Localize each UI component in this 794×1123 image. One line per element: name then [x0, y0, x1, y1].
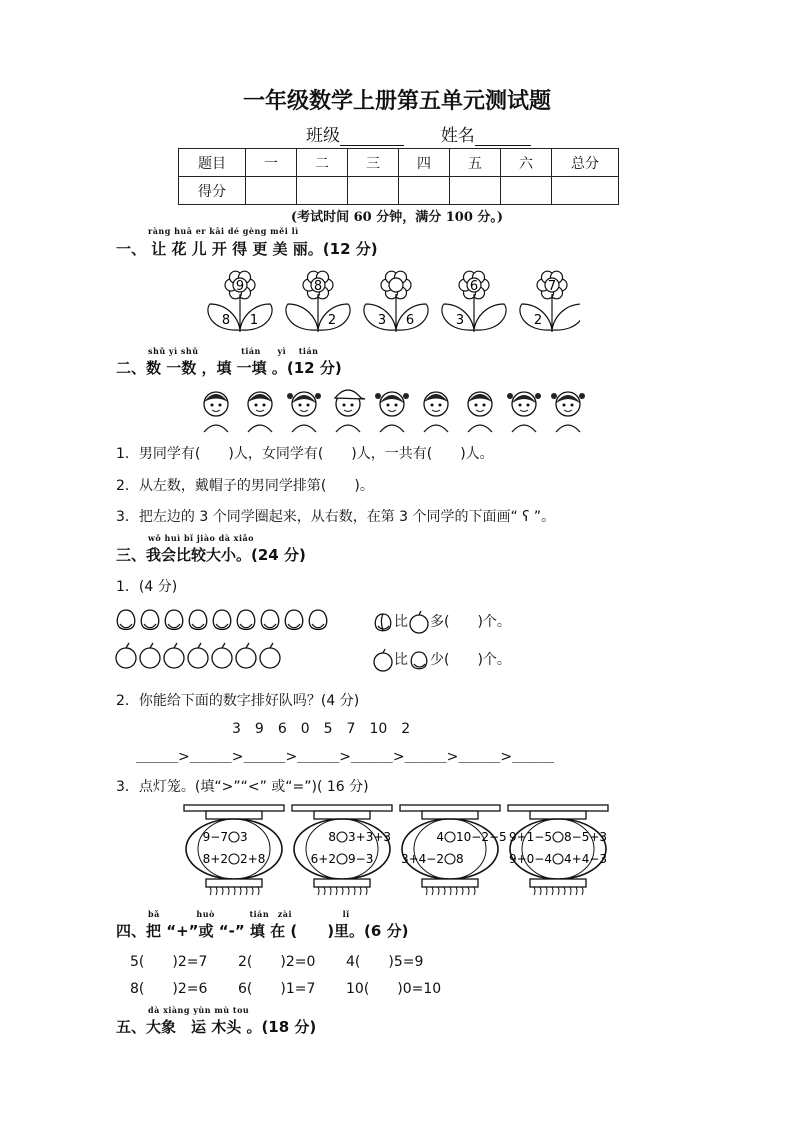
peach-outline [213, 610, 230, 630]
peach-icon [285, 610, 302, 630]
s5-title: 五、大象 运 木头 。(18 分) [116, 1018, 317, 1036]
eye [387, 404, 390, 407]
fruit-rows [114, 606, 344, 672]
class-label: 班级 [306, 126, 340, 146]
lantern-right-expr: 10−2−5 [456, 830, 507, 844]
compare-circle [229, 854, 239, 864]
eye [211, 404, 214, 407]
apple-icon [372, 648, 394, 672]
apple-icon [164, 643, 184, 668]
lantern-pole [184, 805, 284, 811]
apple-stem [246, 643, 249, 648]
tassel [240, 887, 241, 895]
tassel [348, 887, 349, 895]
flower-center [389, 278, 403, 292]
s1-pinyin: ràng huā er kāi dé gèng měi lì [148, 226, 299, 236]
flower [286, 271, 350, 332]
hair-bun [579, 393, 585, 399]
score-header-cell: 五 [450, 149, 501, 177]
peach-icon [165, 610, 182, 630]
apple-stem [270, 643, 273, 648]
score-header-cell: 总分 [552, 149, 619, 177]
lantern [292, 805, 392, 895]
lantern-right-expr: 3 [240, 830, 248, 844]
hair-bun [507, 393, 513, 399]
flower [442, 271, 506, 332]
eye [439, 404, 442, 407]
s4-title: 四、把 “+”或 “-” 填 在 ( )里。(6 分) [116, 922, 409, 940]
s4-pinyin [148, 909, 350, 919]
tassel [432, 887, 433, 895]
lantern-right-expr: 4+4−3 [564, 852, 608, 866]
peach-outline [117, 610, 134, 630]
tassel [324, 887, 325, 895]
flower-left-number: 3 [377, 313, 387, 328]
children-figure [196, 382, 596, 434]
eye [343, 404, 346, 407]
lantern-left-expr: 6+2 [310, 852, 336, 866]
tassel [228, 887, 229, 895]
lantern-left-expr: 8+2 [202, 852, 228, 866]
name-label: 姓名 [440, 126, 475, 146]
flower-top-number: 9 [235, 279, 245, 294]
tassel [354, 887, 355, 895]
lantern [508, 805, 608, 895]
eye [519, 404, 522, 407]
apple-outline [212, 648, 232, 668]
peach-outline [285, 610, 302, 630]
compare-circle [553, 854, 563, 864]
child [335, 390, 365, 432]
score-cell[interactable] [399, 177, 450, 205]
eye [395, 404, 398, 407]
compare-word: 比 [394, 614, 408, 630]
flower-left-number: 8 [221, 313, 231, 328]
apple-outline [164, 648, 184, 668]
flower-top-number: 7 [547, 279, 557, 294]
s4-row-1 [130, 951, 423, 971]
tassel [468, 887, 469, 895]
peach-icon [261, 610, 278, 630]
flower [208, 271, 272, 332]
peach-icon [372, 610, 394, 634]
s3-q1: 1．(4 分) [116, 579, 178, 595]
left-leaf [286, 304, 318, 330]
s3-title: 三、我会比较大小。(24 分) [116, 546, 306, 564]
hair-bun [535, 393, 541, 399]
tassel [438, 887, 439, 895]
score-row [179, 177, 619, 205]
child-body [292, 425, 316, 432]
tassel [252, 887, 253, 895]
apple-stem [150, 643, 153, 648]
apple-stem [222, 643, 225, 648]
peach-icon [237, 610, 254, 630]
score-row-label: 得分 [179, 177, 246, 205]
lantern-body [510, 819, 606, 879]
child [375, 392, 409, 432]
tassel [366, 887, 367, 895]
exam-note: (考试时间 60 分钟，满分 100 分。) [290, 210, 504, 225]
s2-pinyin-2: tián [241, 346, 261, 356]
s3-q2: 2．你能给下面的数字排好队吗？(4 分) [116, 693, 360, 709]
child-body [512, 425, 536, 432]
apple-outline [236, 648, 256, 668]
tassel [474, 887, 475, 895]
apple-stem [126, 643, 129, 648]
flower-right-number: 2 [327, 313, 337, 328]
compare-line-2 [372, 648, 511, 672]
eye [483, 404, 486, 407]
eye [219, 404, 222, 407]
lantern [184, 805, 284, 895]
score-cell[interactable] [450, 177, 501, 205]
child [287, 392, 321, 432]
tassel [540, 887, 541, 895]
peach-icon [189, 610, 206, 630]
eye [475, 404, 478, 407]
score-header-cell: 二 [297, 149, 348, 177]
peach-outline [189, 610, 206, 630]
hair-bun [315, 393, 321, 399]
tassel [258, 887, 259, 895]
lantern-bottom [314, 879, 370, 887]
lantern-top [530, 811, 586, 819]
apple-outline [188, 648, 208, 668]
name-field[interactable] [475, 127, 531, 146]
order-blanks[interactable]: ＿＿＿>＿＿＿>＿＿＿>＿＿＿>＿＿＿>＿＿＿>＿＿＿>＿＿＿ [136, 749, 555, 765]
s2-pinyin-4: tián [298, 346, 319, 356]
s4-equation[interactable]: 6( )1=7 [238, 981, 316, 997]
compare-unit: )个。 [477, 614, 511, 630]
compare-circle [445, 854, 455, 864]
tassel [534, 887, 535, 895]
s4-equation[interactable]: 8( )2=6 [130, 981, 208, 997]
eye [255, 404, 258, 407]
apple-icon [408, 610, 430, 634]
lantern-left-expr: 9+0−4 [508, 852, 552, 866]
lantern-body [402, 819, 498, 879]
class-field[interactable] [340, 127, 404, 146]
flower [520, 271, 580, 332]
score-header-row [179, 149, 619, 177]
s4-equation[interactable]: 10( )0=10 [346, 981, 442, 997]
lanterns-figure [180, 803, 616, 903]
s2-title: 二、数 一数 ，填 一填 。(12 分) [116, 359, 342, 377]
apple-icon [116, 643, 136, 668]
s2-q3: 3．把左边的 3 个同学圈起来，从右数，在第 3 个同学的下面画“ ʕ ”。 [116, 509, 556, 525]
score-header-cell: 一 [246, 149, 297, 177]
child-body [424, 425, 448, 432]
lantern-bottom [422, 879, 478, 887]
flower [364, 271, 428, 332]
s5-pinyin: dà xiàng yùn mù tou [148, 1005, 250, 1015]
eye [527, 404, 530, 407]
lantern-right-expr: 8 [456, 852, 464, 866]
lantern-right-expr: 2+8 [240, 852, 266, 866]
eye [263, 404, 266, 407]
score-header-cell: 六 [501, 149, 552, 177]
lantern-left-expr: 9+1−5 [508, 830, 552, 844]
lantern-bottom [530, 879, 586, 887]
lantern-left-expr: 4 [436, 830, 444, 844]
compare-circle [445, 832, 455, 842]
child [507, 392, 541, 432]
eye [431, 404, 434, 407]
s4-equation[interactable]: 2( )2=0 [238, 954, 316, 970]
compare-circle [229, 832, 239, 842]
hair-bun [403, 393, 409, 399]
lantern-right-expr: 9−3 [348, 852, 374, 866]
s4-pinyin-5: lǐ [342, 909, 350, 919]
s2-q1: 1．男同学有( )人，女同学有( )人，一共有( )人。 [116, 446, 494, 462]
lantern-right-expr: 3+3+3 [348, 830, 392, 844]
s2-pinyin [148, 346, 318, 356]
apple-icon [212, 643, 232, 668]
compare-word: 比 [394, 652, 408, 668]
score-table [178, 148, 619, 205]
tassel [342, 887, 343, 895]
s4-pinyin-3: tián [249, 909, 270, 919]
apple-icon [260, 643, 280, 668]
lantern-left-expr: 9−7 [202, 830, 228, 844]
tassel [336, 887, 337, 895]
eye [571, 404, 574, 407]
flower-left-number: 2 [533, 313, 543, 328]
eye [299, 404, 302, 407]
child-body [380, 425, 404, 432]
hair-bun [551, 393, 557, 399]
lantern-right-expr: 8−5+3 [564, 830, 608, 844]
tassel [444, 887, 445, 895]
s4-equation[interactable]: 4( )5=9 [346, 954, 424, 970]
tassel [210, 887, 211, 895]
child [204, 392, 228, 432]
tassel [216, 887, 217, 895]
lantern [400, 805, 507, 895]
child [248, 392, 272, 432]
score-cell[interactable] [297, 177, 348, 205]
child [551, 392, 585, 432]
peach-icon [117, 610, 134, 630]
right-leaf [474, 304, 506, 330]
compare-line-1 [372, 610, 511, 634]
child-body [204, 425, 228, 432]
s2-pinyin-3: yì [277, 346, 287, 356]
hair-bun [287, 393, 293, 399]
score-header-cell: 三 [348, 149, 399, 177]
tassel [330, 887, 331, 895]
tassel [576, 887, 577, 895]
s4-pinyin-4: zài [277, 909, 293, 919]
lantern-pole [508, 805, 608, 811]
peach-icon [408, 648, 430, 672]
tassel [450, 887, 451, 895]
tassel [552, 887, 553, 895]
compare-circle [337, 854, 347, 864]
flower-top-number: 8 [313, 279, 323, 294]
apple-outline [116, 648, 136, 668]
score-cell[interactable] [246, 177, 297, 205]
peach-icon [141, 610, 158, 630]
hair-bun [375, 393, 381, 399]
peach-outline [165, 610, 182, 630]
flower-left-number: 3 [455, 313, 465, 328]
score-header-cell: 题目 [179, 149, 246, 177]
peach-outline [309, 610, 326, 630]
flower-figure [200, 270, 580, 334]
lantern-top [422, 811, 478, 819]
eye [307, 404, 310, 407]
peach-icon [213, 610, 230, 630]
s4-equation[interactable]: 5( )2=7 [130, 954, 208, 970]
child-body [248, 425, 272, 432]
lantern-bottom [206, 879, 262, 887]
score-cell[interactable] [552, 177, 619, 205]
lantern-pole [400, 805, 500, 811]
tassel [318, 887, 319, 895]
eye [351, 404, 354, 407]
child [468, 392, 492, 432]
tassel [234, 887, 235, 895]
child-body [336, 425, 360, 432]
lantern-left-expr: 8 [328, 830, 336, 844]
child-body [468, 425, 492, 432]
compare-circle [553, 832, 563, 842]
peach-icon [309, 610, 326, 630]
s4-pinyin-1: bǎ [148, 909, 160, 919]
lantern-body [186, 819, 282, 879]
compare-less: 少( [430, 652, 450, 668]
tassel [456, 887, 457, 895]
tassel [564, 887, 565, 895]
s2-q2: 2．从左数，戴帽子的男同学排第( )。 [116, 478, 374, 494]
child [424, 392, 448, 432]
eye [563, 404, 566, 407]
lantern-pole [292, 805, 392, 811]
lantern-top [314, 811, 370, 819]
lantern-top [206, 811, 262, 819]
tassel [246, 887, 247, 895]
tassel [462, 887, 463, 895]
score-cell[interactable] [501, 177, 552, 205]
score-header-cell: 四 [399, 149, 450, 177]
tassel [570, 887, 571, 895]
peach-outline [237, 610, 254, 630]
tassel [558, 887, 559, 895]
cap [335, 390, 365, 399]
compare-more: 多( [430, 614, 450, 630]
compare-circle [337, 832, 347, 842]
apple-stem [198, 643, 201, 648]
peach-outline [261, 610, 278, 630]
s2-pinyin-1: shǔ yì shǔ [148, 346, 199, 356]
apple-stem [174, 643, 177, 648]
child-body [556, 425, 580, 432]
number-list: 3 9 6 0 5 7 10 2 [232, 721, 411, 737]
tassel [426, 887, 427, 895]
flower-top-number: 6 [469, 279, 479, 294]
score-cell[interactable] [348, 177, 399, 205]
apple-icon [188, 643, 208, 668]
page-title: 一年级数学上册第五单元测试题 [242, 89, 551, 114]
tassel [582, 887, 583, 895]
right-leaf [552, 304, 580, 330]
tassel [222, 887, 223, 895]
flower-right-number: 6 [405, 313, 415, 328]
s1-title: 一、 让 花 儿 开 得 更 美 丽。(12 分) [116, 240, 378, 258]
s3-q3: 3．点灯笼。(填“>”“<” 或“=”)( 16 分) [116, 779, 369, 795]
peach-outline [141, 610, 158, 630]
s4-pinyin-2: huò [196, 909, 215, 919]
lantern-body [294, 819, 390, 879]
s4-row-2 [130, 978, 441, 998]
tassel [546, 887, 547, 895]
apple-outline [260, 648, 280, 668]
apple-outline [140, 648, 160, 668]
tassel [360, 887, 361, 895]
apple-icon [236, 643, 256, 668]
apple-icon [140, 643, 160, 668]
lantern-left-expr: 3+4−2 [400, 852, 444, 866]
flower-right-number: 1 [249, 313, 259, 328]
s3-pinyin: wǒ huì bǐ jiào dà xiǎo [148, 533, 255, 543]
compare-unit: )个。 [477, 652, 511, 668]
class-name-line [306, 121, 531, 146]
